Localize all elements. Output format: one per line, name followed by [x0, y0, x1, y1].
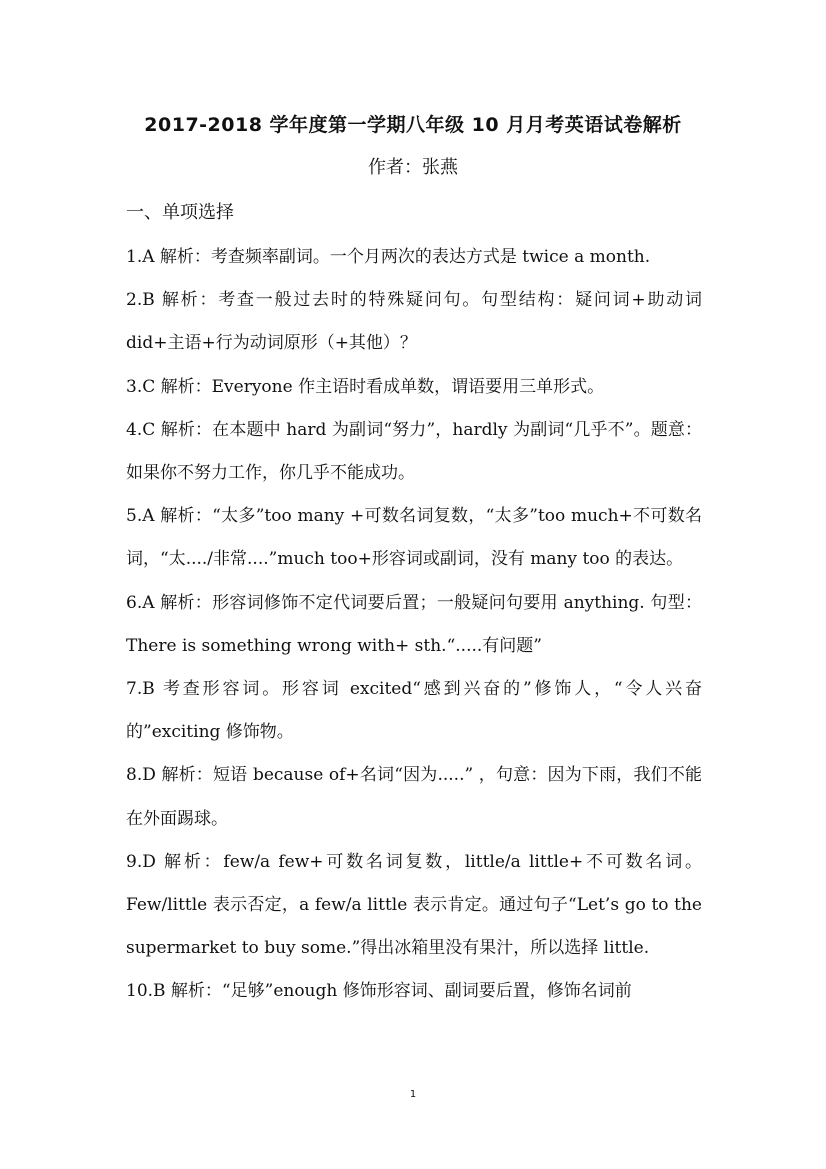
section-heading: 一、单项选择	[126, 202, 234, 223]
answer-list	[126, 236, 702, 1014]
answer-item-2: 2.B 解析：考查一般过去时的特殊疑问句。句型结构：疑问词+助动词 did+主语+行为动词原形（+其他）？	[126, 290, 702, 354]
answer-item-8: 8.D 解析：短语 because of+名词“因为.....” ，句意：因为下雨，我们不能在外面踢球。	[126, 765, 702, 829]
answer-item-7: 7.B 考查形容词。形容词 excited“感到兴奋的”修饰人，“令人兴奋的”exciting 修饰物。	[126, 679, 702, 743]
answer-item-9: 9.D 解析：few/a few+可数名词复数，little/a little+不可数名词。Few/little 表示否定，a few/a little 表示肯定。通过句子“Let’s go to the supermarket to buy some.”得出冰箱里没有果汁，所以选择 little.	[126, 851, 702, 959]
answer-item-4: 4.C 解析：在本题中 hard 为副词“努力”，hardly 为副词“几乎不”。题意：如果你不努力工作，你几乎不能成功。	[126, 419, 702, 484]
document-title: 2017-2018 学年度第一学期八年级 10 月月考英语试卷解析	[144, 114, 682, 136]
page-number: 1	[409, 1089, 417, 1100]
answer-item-10: 10.B 解析：“足够”enough 修饰形容词、副词要后置，修饰名词前	[126, 981, 632, 1002]
answer-item-5: 5.A 解析：“太多”too many +可数名词复数，“太多”too much+不可数名词，“太..../非常....”much too+形容词或副词，没有 many too 的表达。	[126, 506, 702, 570]
answer-item-6: 6.A 解析：形容词修饰不定代词要后置；一般疑问句要用 anything. 句型：There is something wrong with+ sth.“.....有问题”	[126, 592, 702, 656]
author-line: 作者：张燕	[368, 157, 458, 178]
answer-item-3: 3.C 解析：Everyone 作主语时看成单数，谓语要用三单形式。	[126, 376, 605, 397]
answer-item-1: 1.A 解析：考查频率副词。一个月两次的表达方式是 twice a month.	[126, 247, 651, 267]
